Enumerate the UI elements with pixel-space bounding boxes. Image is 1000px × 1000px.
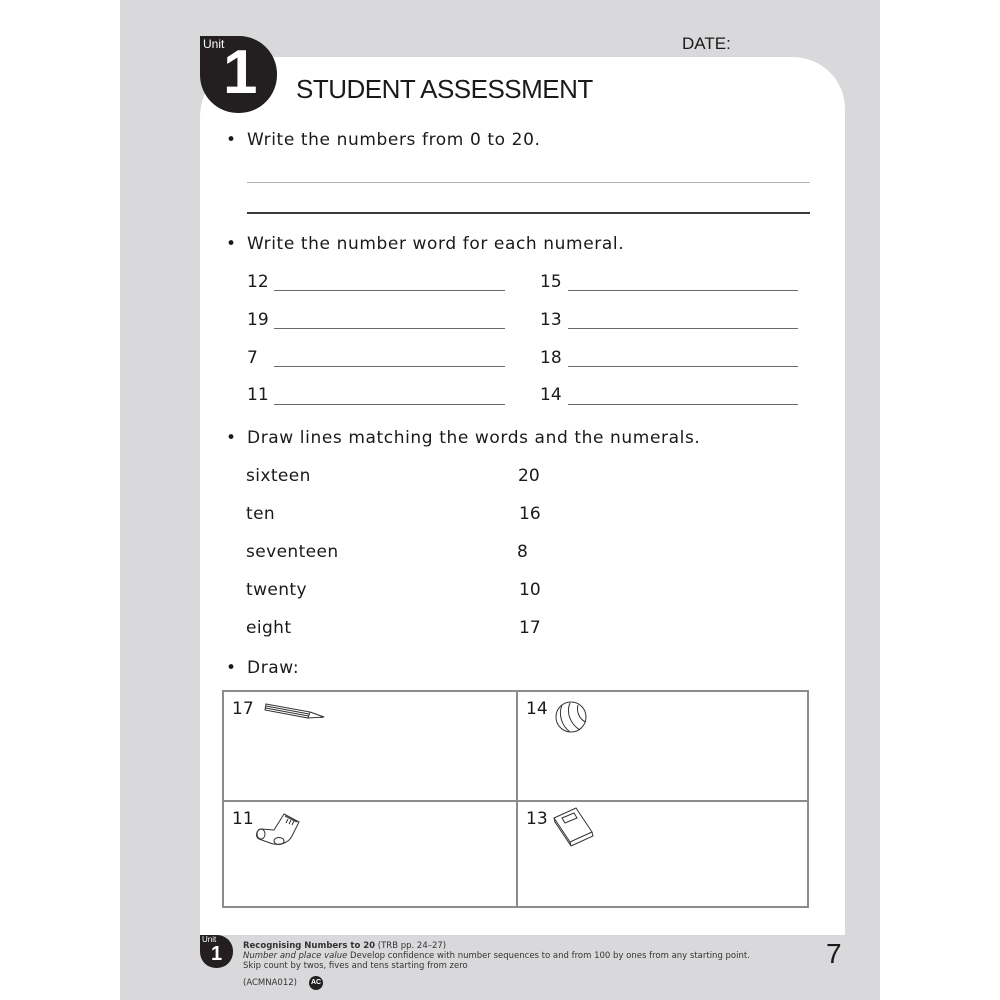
cell-number: 17 xyxy=(232,699,254,719)
answer-line[interactable] xyxy=(568,328,798,329)
bullet: • xyxy=(226,130,237,150)
ball-icon xyxy=(554,700,590,736)
answer-line[interactable] xyxy=(274,404,505,405)
curriculum-code: (ACMNA012) xyxy=(243,978,297,988)
page-number: 7 xyxy=(826,938,842,969)
numeral-label: 18 xyxy=(540,348,562,368)
match-numeral[interactable]: 8 xyxy=(517,542,528,562)
instruction-draw xyxy=(226,658,299,678)
unit-number: 1 xyxy=(223,38,258,107)
answer-line[interactable] xyxy=(568,404,798,405)
footer-trb-ref: (TRB pp. 24–27) xyxy=(375,941,447,951)
draw-cell-books[interactable] xyxy=(518,802,807,906)
match-word[interactable]: ten xyxy=(246,504,276,524)
bullet: • xyxy=(226,428,237,448)
unit-label: Unit xyxy=(203,37,225,51)
draw-cell-socks[interactable] xyxy=(224,802,516,906)
footer-unit-label: Unit xyxy=(202,935,217,944)
bullet: • xyxy=(226,234,237,254)
numeral-label: 12 xyxy=(247,272,269,292)
page-title: STUDENT ASSESSMENT xyxy=(296,74,593,104)
answer-line[interactable] xyxy=(568,366,798,367)
instruction-text: Write the number word for each numeral. xyxy=(247,234,625,254)
draw-cell-pencils[interactable] xyxy=(224,692,516,800)
sock-icon xyxy=(252,810,304,850)
numeral-label: 14 xyxy=(540,385,562,405)
match-word[interactable]: sixteen xyxy=(246,466,311,486)
footer-title: Recognising Numbers to 20 xyxy=(243,941,376,951)
date-label: DATE: xyxy=(682,34,731,53)
numeral-label: 13 xyxy=(540,310,562,330)
instruction-text: Draw: xyxy=(247,658,300,678)
instruction-write-numbers xyxy=(226,130,541,150)
footer-description: Develop confidence with number sequences to and from 100 by ones from any starting point. xyxy=(347,951,750,961)
draw-grid xyxy=(222,690,809,908)
instruction-text: Write the numbers from 0 to 20. xyxy=(247,130,541,150)
match-word[interactable]: eight xyxy=(246,618,292,638)
draw-cell-balls[interactable] xyxy=(518,692,807,800)
unit-badge xyxy=(200,36,277,113)
footer-unit-badge xyxy=(200,935,233,968)
footer-line3: Skip count by twos, fives and tens starting from zero xyxy=(243,961,468,971)
cell-number: 11 xyxy=(232,809,254,829)
cell-number: 14 xyxy=(526,699,548,719)
match-numeral[interactable]: 17 xyxy=(519,618,541,638)
cell-number: 13 xyxy=(526,809,548,829)
answer-line[interactable] xyxy=(568,290,798,291)
match-numeral[interactable]: 16 xyxy=(519,504,541,524)
numeral-label: 11 xyxy=(247,385,269,405)
footer-curriculum-text xyxy=(243,941,750,971)
match-numeral[interactable]: 10 xyxy=(519,580,541,600)
footer-strand: Number and place value xyxy=(243,951,348,961)
writing-line-1[interactable] xyxy=(247,182,810,183)
pencil-icon xyxy=(262,700,328,722)
match-word[interactable]: seventeen xyxy=(246,542,339,562)
match-numeral[interactable]: 20 xyxy=(518,466,540,486)
instruction-text: Draw lines matching the words and the numerals. xyxy=(247,428,701,448)
match-word[interactable]: twenty xyxy=(246,580,307,600)
bullet: • xyxy=(226,658,237,678)
numeral-label: 7 xyxy=(247,348,258,368)
book-icon xyxy=(550,804,598,848)
footer-unit-number: 1 xyxy=(211,943,223,965)
instruction-match xyxy=(226,428,700,448)
answer-line[interactable] xyxy=(274,328,505,329)
writing-line-2[interactable] xyxy=(247,212,810,214)
answer-line[interactable] xyxy=(274,366,505,367)
numeral-label: 19 xyxy=(247,310,269,330)
instruction-number-words xyxy=(226,234,624,254)
answer-line[interactable] xyxy=(274,290,505,291)
numeral-label: 15 xyxy=(540,272,562,292)
ac-badge-icon: AC xyxy=(309,976,323,990)
